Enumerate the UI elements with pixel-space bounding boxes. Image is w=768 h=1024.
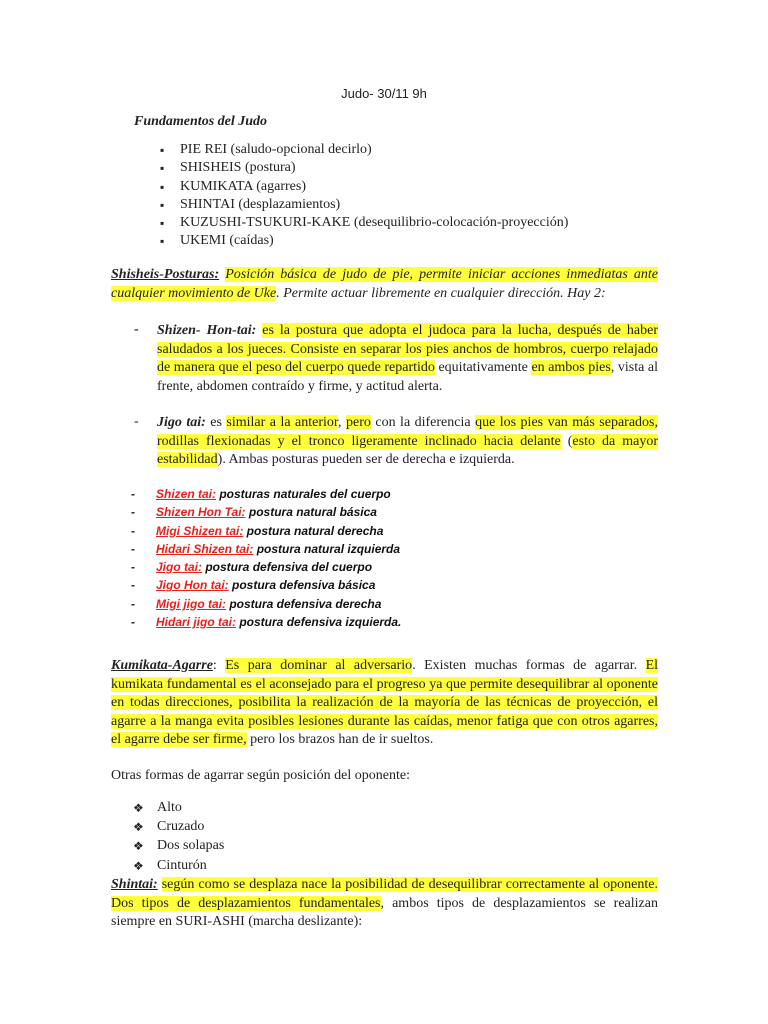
term-definition: posturas naturales del cuerpo [216,487,391,501]
term-label: Migi Shizen tai: [156,523,244,538]
kumikata-colon: : [212,658,217,673]
other-forms-text: Otras formas de agarrar según posición del oponente: [111,768,410,783]
shisheis-intro-rest: . Permite actuar libremente en cualquier dirección. Hay 2: [276,285,606,301]
term-label: Hidari jigo tai: [156,615,237,630]
kumikata-heading: Kumikata-Agarre [111,658,213,673]
list-item: ❖ Alto [133,799,224,818]
term-definition: postura defensiva izquierda. [236,615,402,630]
list-item [131,614,401,632]
list-item: ▪ KUZUSHI-TSUKURI-KAKE (desequilibrio-colocación-proyección) [160,214,568,232]
shisheis-intro-highlight: Posición básica de judo de pie, permite iniciar acciones inmediatas ante cualquier movimiento de Uke [111,267,659,301]
section-subtitle: Fundamentos del Judo [134,114,268,129]
list-item [131,596,401,614]
dash-bullet: - [134,414,139,429]
list-item: ❖ Cruzado [133,818,224,837]
list-item: ▪ PIE REI (saludo-opcional decirlo) [160,141,568,159]
kumikata-paragraph [111,657,658,750]
shizen-hontai-term: Shizen- Hon-tai: [157,323,257,338]
jigo-text: es [205,415,227,430]
list-item: ▪ KUMIKATA (agarres) [160,178,568,196]
shintai-highlight: según como se desplaza nace la posibilidad de desequilibrar correctamente al oponente. Dos tipos de desplazamientos fundamentales [111,877,659,911]
list-item [131,504,401,522]
kumikata-highlight: El kumikata fundamental es el aconsejado para el progreso ya que permite desequilibrar al oponente en todas direcciones, posibilita la realización de la mayoría de las técnicas de proyección, el agarre a la manga evita posibles lesiones durante las caídas, menor fatiga que con otros agarres, el agarre debe ser firme, [111,658,659,747]
list-item [131,559,401,577]
dash-bullet: - [134,322,139,337]
term-definition: postura natural izquierda [253,541,401,556]
list-item: ▪ UKEMI (caídas) [160,232,568,250]
term-label: Jigo tai: [156,560,203,575]
shizen-hontai-highlight-2: en ambos pies [531,360,611,375]
jigo-text: , [338,415,346,430]
term-label: Migi jigo tai: [156,596,226,611]
jigo-tai-item [157,414,658,470]
list-item: ▪ SHINTAI (desplazamientos) [160,196,568,214]
jigo-text: con la diferencia [370,415,476,430]
list-item [131,523,401,541]
list-item [131,577,401,595]
shisheis-paragraph [111,266,658,303]
shintai-text: , ambos tipos de desplazamientos se realizan siempre en SURI-ASHI (marcha deslizante): [111,895,658,929]
kumikata-highlight: Es para dominar al adversario [225,658,413,673]
term-definition: postura defensiva derecha [226,596,382,611]
posture-terms-list [131,486,401,632]
grip-forms-list [133,799,224,876]
term-label: Shizen Hon Tai: [156,505,246,520]
jigo-highlight: similar a la anterior [226,415,339,430]
list-item: ❖ Cinturón [133,857,224,876]
list-item: ▪ SHISHEIS (postura) [160,159,568,177]
list-item [131,486,401,504]
shintai-heading: Shintai: [111,877,158,892]
page-title: Judo- 30/11 9h [341,86,427,101]
jigo-tai-term: Jigo tai: [157,415,206,430]
term-definition: postura defensiva básica [228,578,376,593]
shizen-hontai-rest: , vista al frente, abdomen contraído y firme, y actitud alerta. [157,360,658,394]
fundamentals-list [160,141,568,251]
term-label: Jigo Hon tai: [156,578,229,593]
shisheis-heading: Shisheis-Posturas: [111,267,220,282]
term-definition: postura defensiva del cuerpo [202,560,373,575]
term-definition: postura natural derecha [243,523,384,538]
term-label: Hidari Shizen tai: [156,541,254,556]
jigo-highlight: esto da mayor estabilidad [157,433,658,467]
shizen-hontai-highlight: es la postura que adopta el judoca para la lucha, después de haber saludados a los jueces. Consiste en separar los pies anchos de hombros, cuerpo relajado de manera que el peso del cuerpo quede repartido [157,323,659,375]
list-item [131,541,401,559]
jigo-text: ). Ambas posturas pueden ser de derecha e izquierda. [217,452,515,467]
term-definition: postura natural básica [245,505,377,520]
jigo-highlight: que los pies van más separados, rodillas flexionadas y el tronco ligeramente inclinado hacia delante [157,415,658,449]
jigo-highlight: pero [346,415,371,430]
shizen-hontai-text: equitativamente [434,360,532,375]
shizen-hontai-item [157,322,658,396]
shintai-paragraph [111,876,658,932]
list-item: ❖ Dos solapas [133,837,224,856]
kumikata-text: . Existen muchas formas de agarrar. [412,658,646,673]
jigo-text: ( [560,433,573,449]
kumikata-text: pero los brazos han de ir sueltos. [246,732,434,747]
term-label: Shizen tai: [156,487,217,501]
